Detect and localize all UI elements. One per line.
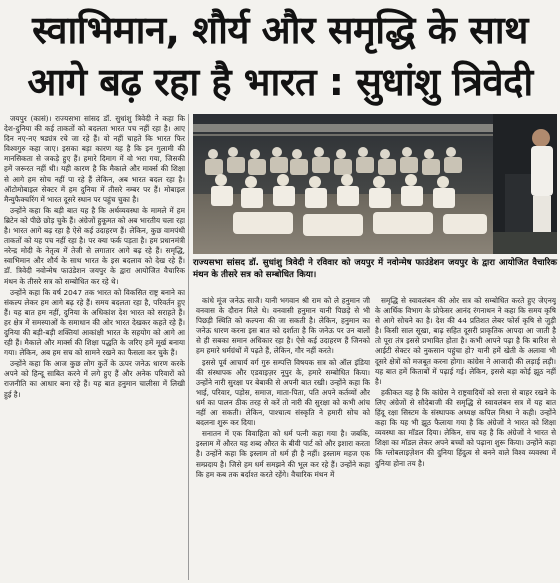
article-column-left <box>4 114 185 580</box>
article-column-bottom-1 <box>196 296 370 580</box>
article-paragraph: कांधे मूंज जनेऊ साजै। यानी भगवान श्री राम को ले हनुमान जी वनवास के दौरान मिले थे। वनवासी हनुमान यानी पिछड़े से भी पिछड़ी स्थिति को कल्पना की जा सकती है। लेकिन, हनुमान का जनेऊ धारण करना इस बात को दर्शाता है कि जनेऊ पर उन बालों से ही सबका समान अधिकार रहा है। ऐसे कई उदाहरण हैं जिनको हम हमारे धर्मग्रंथों में पढ़ते हैं, लेकिन, गौर नहीं करते। <box>196 296 370 356</box>
article-paragraph: उन्होंने कहा कि बड़ी बात यह है कि अर्थव्यवस्था के मामले में हम ब्रिटेन को पीछे छोड़ चुके हैं। अंग्रेजों हुकूमत को अब भारतीय चला रहा है। भारत आगे बढ़ रहा है ऐसे कई उदाहरण हैं। लेकिन, कुछ वामपंथी ताकतों को यह पच नहीं रहा है। पर क्या फर्क पड़ता है। हम प्रधानमंत्री नरेन्द्र मोदी के नेतृत्व में तेजी से लगातार आगे बढ़ रहे हैं। समृद्धि, स्वाभिमान और शौर्य के साथ भारत के इस बदलाव को देख रहे हैं। डॉ. त्रिवेदी नवोन्मेष फाउंडेशन जयपुर के द्वारा आयोजित वैचारिक मंथन के तीसरे सत्र को सम्बोधित कर रहे थे। <box>4 205 185 286</box>
photo-caption: राज्यसभा सांसद डॉ. सुधांशु त्रिवेदी ने रविवार को जयपुर में नवोन्मेष फाउंडेशन जयपुर के द्वारा आयोजित वैचारिक मंथन के तीसरे सत्र को सम्बोधित किया। <box>193 258 557 280</box>
article-paragraph: उन्होंने कहा कि वर्ष 2047 तक भारत को विकसित राष्ट्र बनाने का संकल्प लेकर हम आगे बढ़ रहे हैं। समय बदलता रहा है, परिवर्तन हुए हैं। यह बात हम नहीं, दुनिया के अधिकांश देश भारत को सराहते हैं। हर क्षेत्र में समस्याओं के समाधान की ओर भारत देखकर कहते रहे हैं। दुनिया की बड़ी-बड़ी शक्तियां आकांक्षी भारत के सहयोग को आगे आ रही हैं। मैकाले और मार्क्स की शिक्षा पद्धति के जरिए हमें मूर्ख बनाया गया। लेकिन, अब हम सच को सामने रखने का फैसला कर चुके हैं। <box>4 287 185 358</box>
headline-line-1: स्वाभिमान, शौर्य और समृद्धि के साथ <box>32 8 528 52</box>
article-column-bottom-2 <box>375 296 556 580</box>
article-paragraph: समृद्धि से स्वावलंबन की ओर सत्र को सम्बोधित करते हुए जेएनयू के आर्थिक विभाग के प्रोफेसर आनंद रंगनाथन ने कहा कि समय कृषि से आगे सोचने का है। देश की 44 प्रतिशत लेबर फोर्स कृषि से जुड़ी है। किसी साल सूखा, बाढ़ सहित दूसरी प्राकृतिक आपदा आ जाती है तो पूरा तंत्र इससे प्रभावित होता है। कभी आपने पढ़ा है कि बारिश से आईटी सेक्टर को नुकसान पहुंचा हो? यानी हमें खेती के अलावा भी दूसरे क्षेत्रों को मजबूत करना होगा। कांग्रेस ने आजादी की लड़ाई लड़ी। यह बात हमें किताबों में पढ़ाई गई। लेकिन, इससे बड़ा कोई झूठ नहीं है। <box>375 296 556 386</box>
article-paragraph: उन्होंने कहा कि आज कुछ लोग कुर्ते के ऊपर जनेऊ धारण करके अपने को हिन्दू साबित करने में लगे हुए हैं और अनेक परिवारों को राजनीति का आधार बना रहे हैं। यह बात हनुमान चालीसा में लिखी हुई है। <box>4 359 185 399</box>
article-paragraph: सनातन में एक विवाहिता को धर्म पत्नी कहा गया है। जबकि, इस्लाम में औरत यह शब्द औरत के बीवी पार्ट को और इशारा करता है। उन्होंने कहा कि इस्लाम तो धर्म ही है नहीं। इस्लाम महज एक सम्प्रदाय है। जिसे हम धर्म समझने की भूल कर रहे हैं। उन्होंने कहा कि हम कब तक बर्दाश्त करते रहेंगे। वैचारिक मंथन में <box>196 429 370 479</box>
event-hall-photo <box>193 114 557 254</box>
article-paragraph: हकीकत यह है कि कांग्रेस ने राष्ट्रवादियों को सत्ता से बाहर रखने के लिए अंग्रेजों से सौदेबाजी की समृद्धि से स्वावलंबन सत्र में यह बात हिंदू रक्षा सिस्टम के संस्थापक अध्यक्ष कपिल मिश्रा ने कही। उन्होंने कहा कि यह भी झूठ फैलाया गया है कि अंग्रेजों ने भारत को शिक्षा व्यवस्था का मॉडल दिया। लेकिन, सच यह है कि अंग्रेजों ने भारत से शिक्षा का मॉडल लेकर अपने बच्चों को पढ़ाना शुरू किया। उन्होंने कहा कि ग्लोबलाइज़ेशन की दुनिया हिंदुत्व से बनने वाले विश्व व्यवस्था में दुनिया होना तय है। <box>375 387 556 468</box>
article-paragraph: जयपुर (कासं)। राज्यसभा सांसद डॉ. सुधांशु त्रिवेदी ने कहा कि देश-दुनिया की कई ताकतों को बदलता भारत पच नहीं रहा है। आए दिन नए-नए षड्यंत्र रचे जा रहे हैं। वो नहीं चाहते कि भारत फिर विश्वगुरु कहा जाए। इसका बड़ा कारण यह है कि इन गुलामी की मानसिकता से जकड़े हुए हैं। हमारे दिमाग में वो भरा गया, जिसकी हमें जरूरत नहीं थी। यही कारण है कि मैकाले और मार्क्स की शिक्षा से आगे हम सोच नहीं पा रहे हैं लेकिन, अब भारत बदल रहा है। ऑटोमोबाइल सेक्टर में हम दुनिया में तीसरे नम्बर पर हैं। मोबाइल मैन्युफैक्चरिंग में भारत दूसरे स्थान पर पहुंच चुका है। <box>4 114 185 204</box>
headline <box>0 0 560 112</box>
headline-line-2: आगे बढ़ रहा है भारत : सुधांशु त्रिवेदी <box>27 60 533 104</box>
event-hall-photo-icon <box>193 114 557 254</box>
article-paragraph: इससे पूर्व आचार्य वर्ग गुरु सम्पत्ति विषयक सत्र को ऑल इंडिया की संस्थापक और एडवाइज़र नूपुर के, हमारे सम्बोधित किया। उन्होंने नारी सुरक्षा पर बेबाकी से अपनी बात रखी। उन्होंने कहा कि भाई, परिवार, पड़ोस, समाज, माता-पिता, पति अपने कर्तव्यों और धर्म का पालन ठीक तरह से करें तो नारी की सुरक्षा को कभी आंच नहीं आ सकती। लेकिन, पाश्चात्य संस्कृति ने हमारी सोच को बदलना शुरू कर दिया। <box>196 357 370 428</box>
column-divider <box>188 114 189 580</box>
